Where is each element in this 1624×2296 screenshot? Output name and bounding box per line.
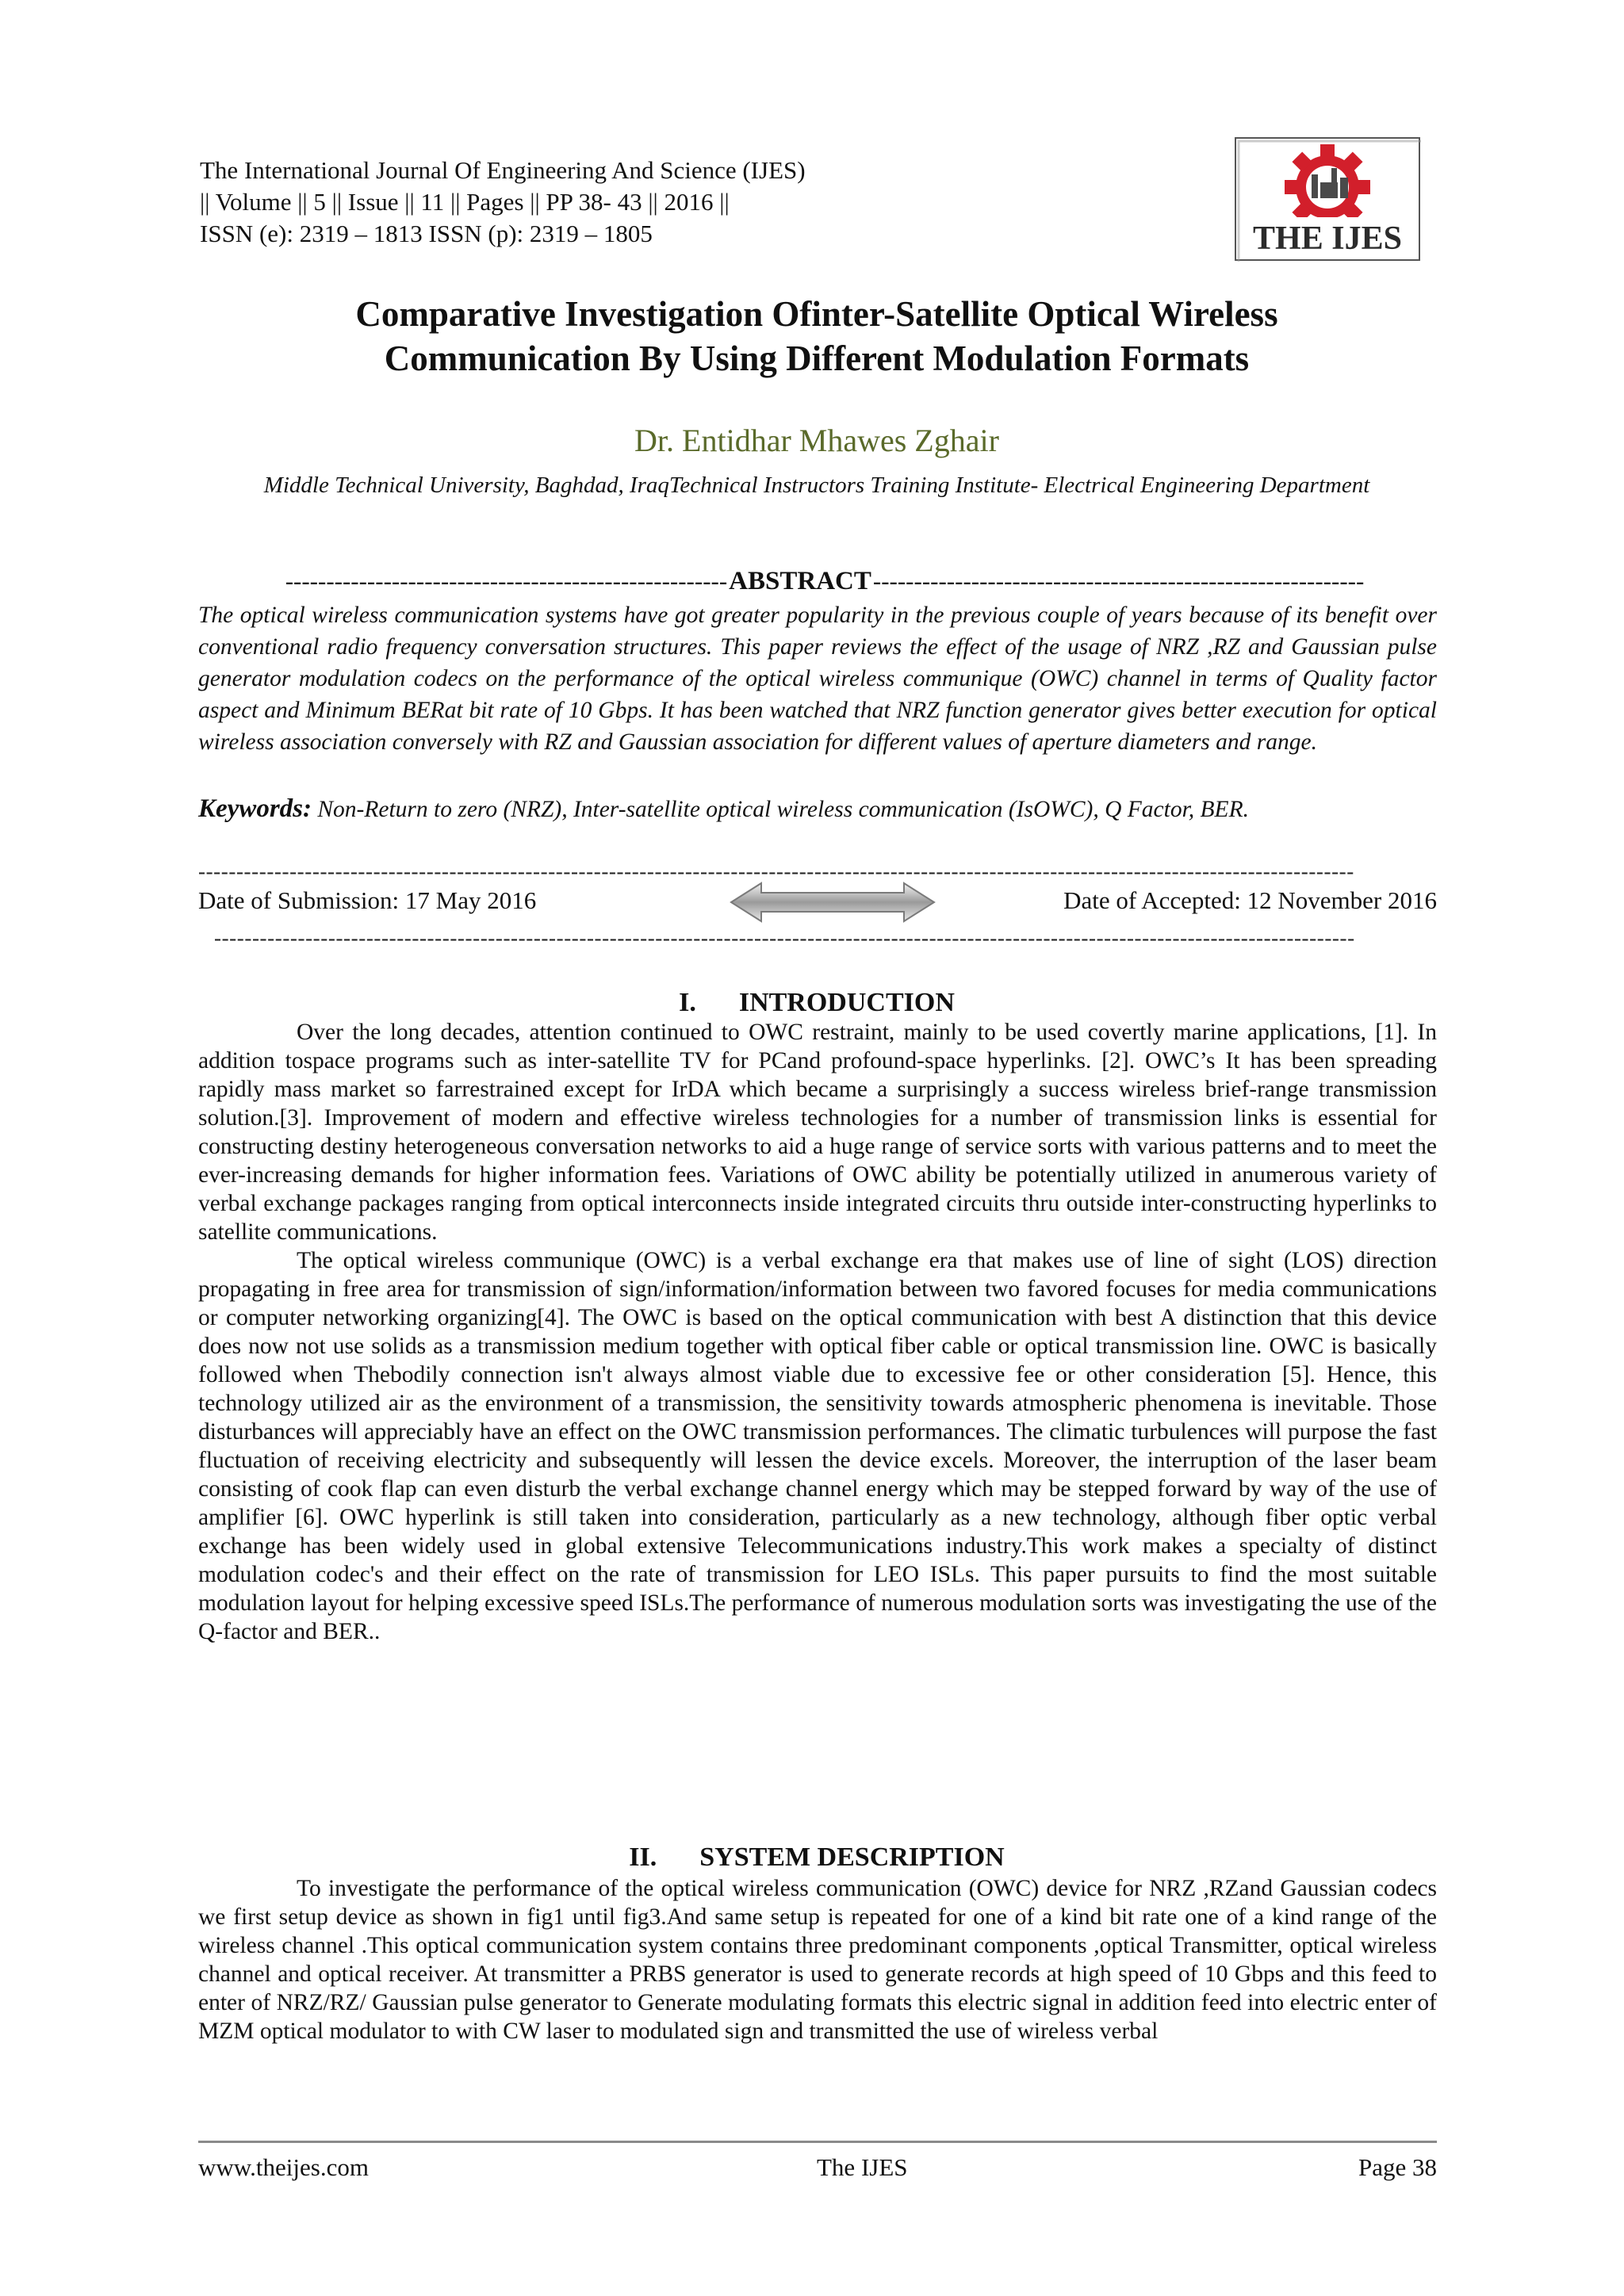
- footer-website: www.theijes.com: [198, 2153, 369, 2181]
- section-number: I.: [679, 988, 696, 1017]
- paragraph: To investigate the performance of the optical wireless communication (OWC) device for NRZ ,RZand Gaussian codecs we first setup device as shown in fig1 until fig3.And same setup is repeated for one of a kind bit rate one of a kind range of the wireless channel .This optical communication system contains three predominant components ,optical Transmitter, optical wireless channel and optical receiver. At transmitter a PRBS generator is used to generate records at high speed of 10 Gbps and this feed to enter of NRZ/RZ/ Gaussian pulse generator to Generate modulating formats this electric signal in addition feed into electric enter of MZM optical modulator to with CW laser to modulated sign and transmitted the use of wireless verbal: [198, 1876, 1437, 2044]
- accepted-date: Date of Accepted: 12 November 2016: [1063, 886, 1437, 914]
- gear-logo-icon: [1234, 136, 1421, 262]
- footer-page-number: Page 38: [1358, 2153, 1437, 2181]
- dash-rule-bottom: ------------------------------------------------------------------------------------------------------------------------------------------------------: [214, 926, 1355, 950]
- section-number: II.: [629, 1843, 657, 1872]
- section-heading-system-description: [119, 1843, 1515, 1873]
- paragraph: The optical wireless communique (OWC) is a verbal exchange era that makes use of line of sight (LOS) direction propagating in free area for transmission of sign/information/information between two favored focuses for media communications or computer networking organizing[4]. The OWC is based on the optical communication with best A distinction that this device does now not use solids as a transmission medium together with optical fiber cable or optical transmission line. OWC is basically followed when Thebodily connection isn't always almost viable due to excessive fee or other consideration [5]. Hence, this technology utilized air as the environment of a transmission, the sensitivity towards atmospheric phenomena is inevitable. Those disturbances will appreciably have an effect on the OWC transmission performances. The climatic turbulences will purpose the fast fluctuation of receiving electricity and subsequently will lessen the device excels. Moreover, the interruption of the laser beam consisting of cook flap can even disturb the verbal exchange channel energy which may be stepped forward by way of the use of amplifier [6]. OWC hyperlink is still taken into consideration, particularly as a new technology, although fiber optic verbal exchange has been widely used in global extensive Telecommunications industry.This work makes a specialty of distinct modulation codec's and their effect on the rate of transmission for LEO ISLs. This paper pursuits to find the most suitable modulation layout for helping excessive speed ISLs.The performance of numerous modulation sorts was investigating the use of the Q-factor and BER..: [198, 1248, 1437, 1644]
- paragraph: Over the long decades, attention continued to OWC restraint, mainly to be used covertly marine applications, [1]. In addition tospace programs such as inter-satellite TV for PCand profound-space hyperlinks. [2]. OWC’s It has been spreading rapidly mass market so farrestrained except for IrDA which became a surprisingly a success wireless brief-range transmission solution.[3]. Improvement of modern and effective wireless technologies for a number of transmission links is essential for constructing destiny heterogeneous conversation networks to aid a huge range of service sorts with various patterns and to meet the ever-increasing demands for higher information fees. Variations of OWC ability be potentially utilized in anumerous variety of verbal exchange packages ranging from optical interconnects inside integrated circuits thru outside inter-constructing hyperlinks to satellite communications.: [198, 1020, 1437, 1245]
- journal-logo: [1234, 136, 1421, 262]
- introduction-body: [198, 1018, 1437, 1646]
- journal-issn-line: ISSN (e): 2319 – 1813 ISSN (p): 2319 – 1805: [200, 220, 653, 247]
- dash-rule-top: --------------------------------------------------------------------------------------------------------------------------------------------------------: [198, 859, 1354, 883]
- section-heading-introduction: [119, 988, 1515, 1018]
- paper-title-line-2: Communication By Using Different Modulation Formats: [384, 339, 1250, 378]
- paper-affiliation: Middle Technical University, Baghdad, IraqTechnical Instructors Training Institute- Electrical Engineering Department: [263, 473, 1370, 498]
- paper-author: Dr. Entidhar Mhawes Zghair: [634, 423, 999, 458]
- keywords: [198, 793, 1437, 825]
- abstract-heading-row: [214, 568, 1435, 595]
- footer-rule: [198, 2141, 1437, 2143]
- paper-title: [119, 292, 1515, 381]
- abstract-heading: ABSTRACT: [729, 568, 871, 595]
- journal-name: The International Journal Of Engineering And Science (IJES): [200, 156, 806, 184]
- journal-volume-line: || Volume || 5 || Issue || 11 || Pages || PP 38- 43 || 2016 ||: [200, 188, 730, 216]
- double-arrow-icon: [730, 878, 936, 926]
- footer-journal: The IJES: [817, 2153, 908, 2181]
- svg-text:THE IJES: THE IJES: [1253, 220, 1402, 257]
- keywords-label: Keywords:: [198, 794, 312, 823]
- system-description-body: [198, 1874, 1437, 2045]
- paper-title-line-1: Comparative Investigation Ofinter-Satellite Optical Wireless: [355, 294, 1278, 334]
- dash-rule-right: ------------------------------------------------------------: [872, 568, 1365, 595]
- dash-rule-left: ------------------------------------------------------: [285, 568, 728, 595]
- section-title: SYSTEM DESCRIPTION: [699, 1843, 1005, 1872]
- section-title: INTRODUCTION: [738, 988, 955, 1017]
- abstract-text: The optical wireless communication systems have got greater popularity in the previous couple of years because of its benefit over conventional radio frequency conversation structures. This paper reviews the effect of the usage of NRZ ,RZ and Gaussian pulse generator modulation codecs on the performance of the optical wireless communique (OWC) channel in terms of Quality factor aspect and Minimum BERat bit rate of 10 Gbps. It has been watched that NRZ function generator gives better execution for optical wireless association conversely with RZ and Gaussian association for different values of aperture diameters and range.: [198, 603, 1437, 755]
- submission-date: Date of Submission: 17 May 2016: [198, 886, 537, 914]
- keywords-text: Non-Return to zero (NRZ), Inter-satellite optical wireless communication (IsOWC), Q Factor, BER.: [317, 797, 1249, 822]
